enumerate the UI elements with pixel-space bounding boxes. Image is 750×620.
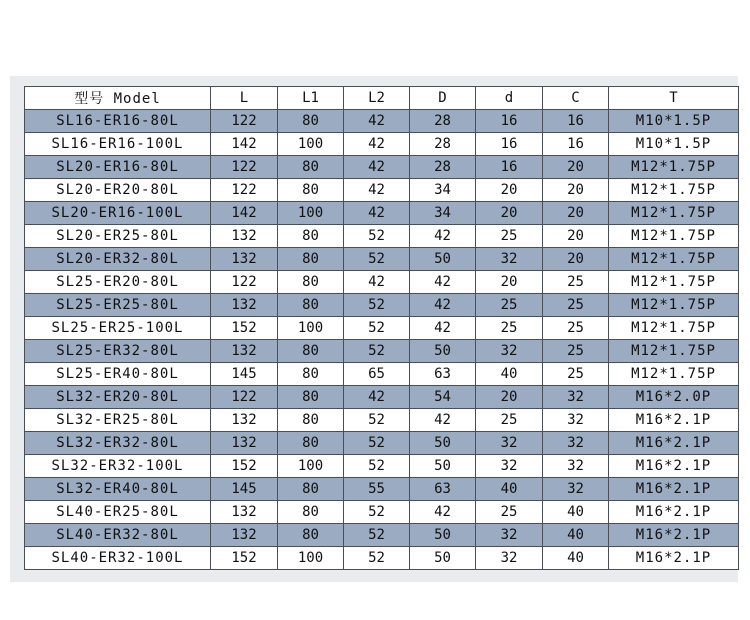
cell-l2: 52	[344, 340, 410, 363]
cell-t: M12*1.75P	[609, 225, 739, 248]
cell-model: SL25-ER20-80L	[25, 271, 211, 294]
cell-big-d: 34	[410, 202, 476, 225]
cell-l2: 52	[344, 455, 410, 478]
cell-small-d: 16	[476, 156, 543, 179]
cell-l2: 52	[344, 225, 410, 248]
cell-small-d: 25	[476, 294, 543, 317]
header-t: T	[609, 87, 739, 110]
cell-small-d: 25	[476, 225, 543, 248]
cell-big-d: 50	[410, 524, 476, 547]
cell-l1: 100	[278, 455, 344, 478]
cell-small-d: 32	[476, 248, 543, 271]
cell-l2: 52	[344, 547, 410, 570]
cell-l: 152	[211, 547, 278, 570]
cell-model: SL20-ER20-80L	[25, 179, 211, 202]
cell-l: 132	[211, 340, 278, 363]
cell-big-d: 50	[410, 432, 476, 455]
table-row	[25, 363, 739, 386]
cell-model: SL40-ER25-80L	[25, 501, 211, 524]
table-row	[25, 524, 739, 547]
cell-l2: 65	[344, 363, 410, 386]
cell-big-d: 42	[410, 501, 476, 524]
cell-l2: 52	[344, 409, 410, 432]
table-row	[25, 386, 739, 409]
table-row	[25, 248, 739, 271]
cell-l1: 100	[278, 133, 344, 156]
cell-t: M16*2.1P	[609, 432, 739, 455]
cell-t: M12*1.75P	[609, 179, 739, 202]
table-row	[25, 409, 739, 432]
cell-l1: 80	[278, 340, 344, 363]
cell-l1: 80	[278, 179, 344, 202]
cell-c: 32	[543, 409, 609, 432]
cell-small-d: 20	[476, 179, 543, 202]
cell-small-d: 20	[476, 202, 543, 225]
cell-l: 132	[211, 294, 278, 317]
cell-model: SL20-ER32-80L	[25, 248, 211, 271]
table-row	[25, 156, 739, 179]
cell-t: M10*1.5P	[609, 110, 739, 133]
cell-l2: 52	[344, 501, 410, 524]
cell-small-d: 32	[476, 340, 543, 363]
table-row	[25, 271, 739, 294]
cell-small-d: 16	[476, 133, 543, 156]
cell-big-d: 50	[410, 455, 476, 478]
cell-l: 122	[211, 156, 278, 179]
cell-c: 32	[543, 386, 609, 409]
cell-small-d: 20	[476, 386, 543, 409]
cell-l1: 80	[278, 271, 344, 294]
cell-c: 20	[543, 248, 609, 271]
cell-big-d: 42	[410, 317, 476, 340]
cell-model: SL25-ER32-80L	[25, 340, 211, 363]
cell-c: 32	[543, 455, 609, 478]
table-row	[25, 133, 739, 156]
cell-c: 25	[543, 294, 609, 317]
cell-t: M12*1.75P	[609, 202, 739, 225]
cell-model: SL25-ER25-100L	[25, 317, 211, 340]
cell-l: 145	[211, 363, 278, 386]
cell-c: 20	[543, 179, 609, 202]
table-row	[25, 547, 739, 570]
cell-c: 25	[543, 317, 609, 340]
header-c: C	[543, 87, 609, 110]
cell-t: M16*2.0P	[609, 386, 739, 409]
cell-t: M16*2.1P	[609, 409, 739, 432]
cell-l: 152	[211, 455, 278, 478]
cell-big-d: 42	[410, 271, 476, 294]
cell-l1: 100	[278, 317, 344, 340]
cell-small-d: 16	[476, 110, 543, 133]
cell-l1: 80	[278, 524, 344, 547]
cell-model: SL32-ER32-80L	[25, 432, 211, 455]
cell-l2: 42	[344, 156, 410, 179]
cell-big-d: 42	[410, 409, 476, 432]
cell-c: 40	[543, 547, 609, 570]
cell-l2: 42	[344, 202, 410, 225]
cell-l1: 80	[278, 225, 344, 248]
cell-c: 20	[543, 225, 609, 248]
cell-l2: 52	[344, 317, 410, 340]
cell-t: M16*2.1P	[609, 501, 739, 524]
cell-l2: 52	[344, 524, 410, 547]
cell-l1: 80	[278, 478, 344, 501]
header-big-d: D	[410, 87, 476, 110]
cell-small-d: 40	[476, 478, 543, 501]
cell-t: M12*1.75P	[609, 271, 739, 294]
cell-model: SL20-ER16-100L	[25, 202, 211, 225]
cell-small-d: 40	[476, 363, 543, 386]
cell-small-d: 32	[476, 547, 543, 570]
table-row	[25, 455, 739, 478]
table-row	[25, 478, 739, 501]
table-row	[25, 225, 739, 248]
cell-l: 122	[211, 271, 278, 294]
cell-t: M12*1.75P	[609, 363, 739, 386]
cell-l: 152	[211, 317, 278, 340]
cell-l1: 80	[278, 386, 344, 409]
cell-c: 16	[543, 133, 609, 156]
table-row	[25, 432, 739, 455]
cell-big-d: 50	[410, 547, 476, 570]
cell-t: M12*1.75P	[609, 248, 739, 271]
cell-c: 40	[543, 524, 609, 547]
table-row	[25, 501, 739, 524]
table-row	[25, 317, 739, 340]
cell-l1: 80	[278, 156, 344, 179]
cell-big-d: 42	[410, 294, 476, 317]
cell-t: M12*1.75P	[609, 317, 739, 340]
cell-big-d: 50	[410, 248, 476, 271]
cell-big-d: 28	[410, 156, 476, 179]
cell-l2: 55	[344, 478, 410, 501]
table-row	[25, 294, 739, 317]
cell-small-d: 25	[476, 317, 543, 340]
header-l: L	[211, 87, 278, 110]
table-row	[25, 110, 739, 133]
cell-l1: 80	[278, 501, 344, 524]
cell-l: 142	[211, 202, 278, 225]
cell-t: M12*1.75P	[609, 294, 739, 317]
cell-model: SL40-ER32-100L	[25, 547, 211, 570]
cell-big-d: 28	[410, 110, 476, 133]
cell-l: 132	[211, 409, 278, 432]
cell-c: 20	[543, 202, 609, 225]
cell-l: 145	[211, 478, 278, 501]
cell-l1: 100	[278, 202, 344, 225]
header-small-d: d	[476, 87, 543, 110]
table-row	[25, 179, 739, 202]
cell-l: 132	[211, 248, 278, 271]
cell-l: 122	[211, 386, 278, 409]
cell-t: M16*2.1P	[609, 524, 739, 547]
cell-l2: 52	[344, 248, 410, 271]
cell-c: 32	[543, 432, 609, 455]
cell-c: 16	[543, 110, 609, 133]
cell-t: M12*1.75P	[609, 340, 739, 363]
cell-big-d: 63	[410, 363, 476, 386]
cell-l2: 52	[344, 294, 410, 317]
cell-l1: 80	[278, 110, 344, 133]
cell-model: SL20-ER25-80L	[25, 225, 211, 248]
cell-l2: 42	[344, 386, 410, 409]
cell-big-d: 34	[410, 179, 476, 202]
cell-c: 20	[543, 156, 609, 179]
cell-big-d: 28	[410, 133, 476, 156]
cell-l: 132	[211, 225, 278, 248]
cell-c: 40	[543, 501, 609, 524]
header-row	[25, 87, 739, 110]
cell-model: SL32-ER25-80L	[25, 409, 211, 432]
cell-model: SL20-ER16-80L	[25, 156, 211, 179]
header-l1: L1	[278, 87, 344, 110]
cell-c: 25	[543, 271, 609, 294]
cell-l2: 42	[344, 271, 410, 294]
cell-l2: 42	[344, 133, 410, 156]
cell-big-d: 42	[410, 225, 476, 248]
header-l2: L2	[344, 87, 410, 110]
cell-l1: 100	[278, 547, 344, 570]
cell-c: 25	[543, 340, 609, 363]
header-model: 型号 Model	[25, 87, 211, 110]
cell-l: 122	[211, 179, 278, 202]
cell-l: 132	[211, 524, 278, 547]
cell-model: SL32-ER32-100L	[25, 455, 211, 478]
cell-t: M12*1.75P	[609, 156, 739, 179]
cell-l: 132	[211, 432, 278, 455]
cell-big-d: 63	[410, 478, 476, 501]
cell-l1: 80	[278, 248, 344, 271]
cell-model: SL32-ER40-80L	[25, 478, 211, 501]
cell-model: SL16-ER16-100L	[25, 133, 211, 156]
cell-l: 142	[211, 133, 278, 156]
cell-model: SL25-ER40-80L	[25, 363, 211, 386]
cell-small-d: 32	[476, 455, 543, 478]
cell-t: M10*1.5P	[609, 133, 739, 156]
cell-c: 25	[543, 363, 609, 386]
cell-l2: 52	[344, 432, 410, 455]
cell-c: 32	[543, 478, 609, 501]
table-row	[25, 340, 739, 363]
cell-t: M16*2.1P	[609, 478, 739, 501]
cell-l1: 80	[278, 432, 344, 455]
cell-l2: 42	[344, 179, 410, 202]
cell-small-d: 20	[476, 271, 543, 294]
spec-table	[24, 86, 739, 570]
cell-small-d: 32	[476, 432, 543, 455]
cell-model: SL16-ER16-80L	[25, 110, 211, 133]
table-row	[25, 202, 739, 225]
cell-l1: 80	[278, 409, 344, 432]
cell-t: M16*2.1P	[609, 455, 739, 478]
cell-small-d: 25	[476, 501, 543, 524]
cell-model: SL32-ER20-80L	[25, 386, 211, 409]
cell-model: SL25-ER25-80L	[25, 294, 211, 317]
cell-l: 122	[211, 110, 278, 133]
cell-l1: 80	[278, 294, 344, 317]
cell-l: 132	[211, 501, 278, 524]
cell-small-d: 32	[476, 524, 543, 547]
cell-small-d: 25	[476, 409, 543, 432]
cell-l1: 80	[278, 363, 344, 386]
cell-l2: 42	[344, 110, 410, 133]
cell-t: M16*2.1P	[609, 547, 739, 570]
cell-model: SL40-ER32-80L	[25, 524, 211, 547]
cell-big-d: 50	[410, 340, 476, 363]
cell-big-d: 54	[410, 386, 476, 409]
